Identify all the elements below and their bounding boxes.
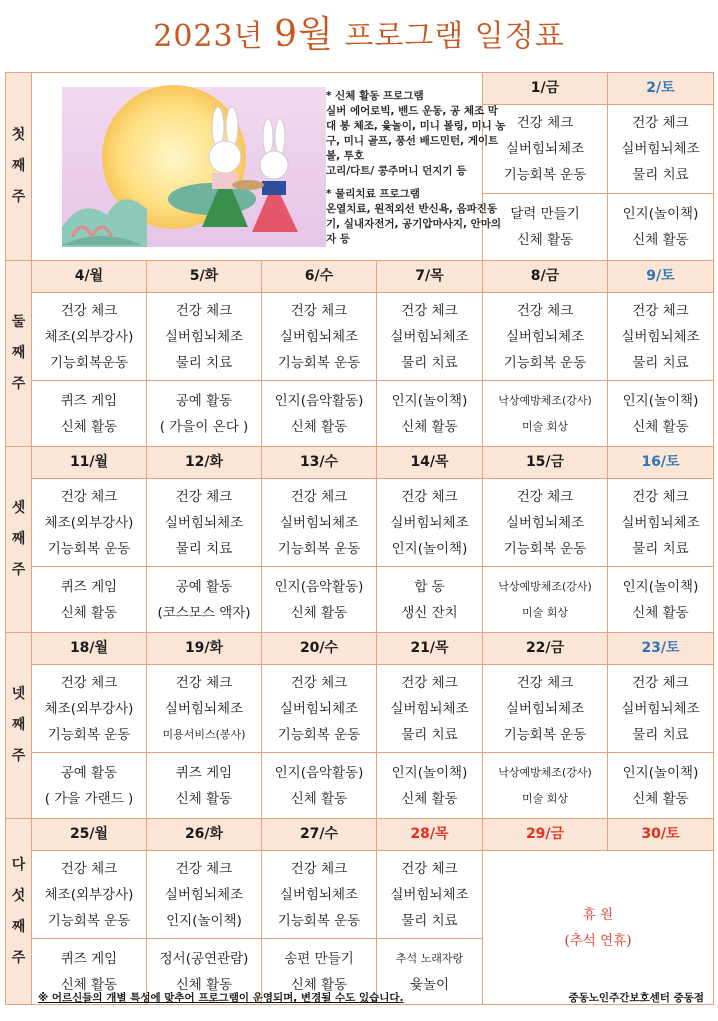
date-cell: 11/월 bbox=[32, 447, 147, 479]
week2-row-a bbox=[6, 293, 714, 381]
schedule-cell: 인지(놀이책) 신체 활동 bbox=[608, 567, 714, 633]
schedule-cell: 건강 체크 실버힘뇌체조 기능회복 운동 bbox=[262, 293, 377, 381]
week5-date-row bbox=[6, 819, 714, 851]
week5-row-a bbox=[6, 851, 714, 939]
date-cell: 28/목 bbox=[377, 819, 483, 851]
week3-row-a bbox=[6, 479, 714, 567]
date-cell: 4/월 bbox=[32, 261, 147, 293]
schedule-cell: 퀴즈 게임 신체 활동 bbox=[147, 753, 262, 819]
schedule-cell: 인지(놀이책) 신체 활동 bbox=[377, 753, 483, 819]
week-label: 둘 째 주 bbox=[6, 261, 32, 447]
physical-program-items: 실버 에어로빅, 밴드 운동, 공 체조 막대 봉 체조, 윷놀이, 미니 볼링, 미니 농구, 미니 골프, 풍선 배드민턴, 게이트볼, 투호 bbox=[326, 105, 506, 162]
schedule-cell: 낙상예방체조(강사) 미술 회상 bbox=[483, 753, 608, 819]
schedule-cell: 건강 체크 실버힘뇌체조 기능회복 운동 bbox=[483, 665, 608, 753]
schedule-cell: 인지(놀이책) 신체 활동 bbox=[608, 753, 714, 819]
date-cell: 5/화 bbox=[147, 261, 262, 293]
schedule-cell: 낙상예방체조(강사) 미술 회상 bbox=[483, 567, 608, 633]
date-cell: 14/목 bbox=[377, 447, 483, 479]
date-cell: 6/수 bbox=[262, 261, 377, 293]
footnote: ※ 어르신들의 개별 특성에 맞추어 프로그램이 운영되며, 변경될 수도 있습니다. bbox=[38, 992, 404, 1004]
schedule-cell: 건강 체크 실버힘뇌체조 물리 치료 bbox=[147, 293, 262, 381]
chuseok-holiday-label: (추석 연휴) bbox=[564, 932, 632, 949]
schedule-cell: 건강 체크 실버힘뇌체조 물리 치료 bbox=[608, 665, 714, 753]
week2-row-b bbox=[6, 381, 714, 447]
schedule-table bbox=[5, 72, 714, 1005]
schedule-cell: 건강 체크 체조(외부강사) 기능회복 운동 bbox=[32, 479, 147, 567]
date-cell: 21/목 bbox=[377, 633, 483, 665]
schedule-cell: 건강 체크 체조(외부강사) 기능회복 운동 bbox=[32, 665, 147, 753]
week-label: 넷 째 주 bbox=[6, 633, 32, 819]
schedule-cell: 정서(공연관람) 신체 활동 bbox=[147, 939, 262, 1005]
date-cell: 1/금 bbox=[483, 73, 608, 105]
week-label: 셋 째 주 bbox=[6, 447, 32, 633]
schedule-cell: 합 동 생신 잔치 bbox=[377, 567, 483, 633]
date-cell: 27/수 bbox=[262, 819, 377, 851]
schedule-cell: 건강 체크 실버힘뇌체조 기능회복 운동 bbox=[262, 851, 377, 939]
date-cell: 18/월 bbox=[32, 633, 147, 665]
schedule-cell: 건강 체크 실버힘뇌체조 기능회복 운동 bbox=[262, 479, 377, 567]
info-panel bbox=[32, 73, 506, 261]
date-cell: 22/금 bbox=[483, 633, 608, 665]
schedule-cell: 인지(놀이책) 신체 활동 bbox=[608, 194, 714, 261]
schedule-cell: 인지(음악활동) 신체 활동 bbox=[262, 753, 377, 819]
week-label: 다 섯 째 주 bbox=[6, 819, 32, 1005]
schedule-cell: 공예 활동 (코스모스 액자) bbox=[147, 567, 262, 633]
date-cell: 26/화 bbox=[147, 819, 262, 851]
schedule-cell: 건강 체크 실버힘뇌체조 기능회복 운동 bbox=[483, 293, 608, 381]
schedule-cell: 건강 체크 실버힘뇌체조 물리 치료 bbox=[377, 293, 483, 381]
date-cell: 30/토 bbox=[608, 819, 714, 851]
date-cell: 9/토 bbox=[608, 261, 714, 293]
program-notes bbox=[326, 89, 506, 247]
title-suffix: 프로그램 일정표 bbox=[333, 19, 565, 54]
date-cell: 23/토 bbox=[608, 633, 714, 665]
week4-date-row bbox=[6, 633, 714, 665]
date-cell: 25/월 bbox=[32, 819, 147, 851]
schedule-cell: 건강 체크 실버힘뇌체조 기능회복 운동 bbox=[262, 665, 377, 753]
week3-date-row bbox=[6, 447, 714, 479]
week4-row-b bbox=[6, 753, 714, 819]
schedule-cell: 퀴즈 게임 신체 활동 bbox=[32, 567, 147, 633]
holiday-closed-cell bbox=[483, 851, 714, 1005]
schedule-cell: 달력 만들기 신체 활동 bbox=[483, 194, 608, 261]
physical-program-extra: 고리/다트/ 콩주머니 던지기 등 bbox=[326, 165, 467, 177]
schedule-cell: 인지(놀이책) 신체 활동 bbox=[608, 381, 714, 447]
schedule-cell: 건강 체크 실버힘뇌체조 물리 치료 bbox=[608, 479, 714, 567]
date-cell: 7/목 bbox=[377, 261, 483, 293]
week-label: 첫 째 주 bbox=[6, 73, 32, 261]
date-cell: 16/토 bbox=[608, 447, 714, 479]
schedule-cell: 건강 체크 실버힘뇌체조 인지(놀이책) bbox=[147, 851, 262, 939]
schedule-cell: 인지(놀이책) 신체 활동 bbox=[377, 381, 483, 447]
schedule-cell: 건강 체크 실버힘뇌체조 기능회복 운동 bbox=[483, 479, 608, 567]
title-month: 9월 bbox=[274, 14, 334, 55]
schedule-cell: 건강 체크 체조(외부강사) 기능회복 운동 bbox=[32, 851, 147, 939]
physical-program-title: * 신체 활동 프로그램 bbox=[326, 90, 424, 102]
therapy-program-items: 온열치료, 원적외선 반신욕, 음파진동기, 실내자전거, 공기압마사지, 안마의자 등 bbox=[326, 203, 502, 245]
schedule-cell: 건강 체크 실버힘뇌체조 인지(놀이책) bbox=[377, 479, 483, 567]
schedule-cell: 낙상예방체조(강사) 미술 회상 bbox=[483, 381, 608, 447]
week2-date-row bbox=[6, 261, 714, 293]
center-name: 중동노인주간보호센터 중동점 bbox=[568, 992, 704, 1004]
schedule-cell: 건강 체크 체조(외부강사) 기능회복운동 bbox=[32, 293, 147, 381]
schedule-cell: 건강 체크 실버힘뇌체조 물리 치료 bbox=[377, 665, 483, 753]
title-year: 2023년 bbox=[153, 19, 264, 54]
date-cell: 2/토 bbox=[608, 73, 714, 105]
chuseok-rabbits-illustration bbox=[62, 87, 326, 247]
schedule-cell: 건강 체크 실버힘뇌체조 물리 치료 bbox=[608, 293, 714, 381]
date-cell: 13/수 bbox=[262, 447, 377, 479]
schedule-cell: 인지(음악활동) 신체 활동 bbox=[262, 381, 377, 447]
schedule-cell: 퀴즈 게임 신체 활동 bbox=[32, 381, 147, 447]
schedule-cell: 건강 체크 실버힘뇌체조 미용서비스(봉사) bbox=[147, 665, 262, 753]
therapy-program-title: * 물리치료 프로그램 bbox=[326, 188, 420, 200]
week4-row-a bbox=[6, 665, 714, 753]
schedule-cell: 건강 체크 실버힘뇌체조 물리 치료 bbox=[147, 479, 262, 567]
schedule-cell: 송편 만들기 신체 활동 bbox=[262, 939, 377, 1005]
week3-row-b bbox=[6, 567, 714, 633]
schedule-cell: 인지(음악활동) 신체 활동 bbox=[262, 567, 377, 633]
date-cell: 15/금 bbox=[483, 447, 608, 479]
week1-date-row bbox=[6, 73, 714, 105]
date-cell: 20/수 bbox=[262, 633, 377, 665]
schedule-cell: 공예 활동 ( 가을 가랜드 ) bbox=[32, 753, 147, 819]
schedule-cell: 건강 체크 실버힘뇌체조 물리 치료 bbox=[377, 851, 483, 939]
schedule-cell: 퀴즈 게임 신체 활동 bbox=[32, 939, 147, 1005]
date-cell: 8/금 bbox=[483, 261, 608, 293]
date-cell: 12/화 bbox=[147, 447, 262, 479]
closed-label: 휴 원 bbox=[582, 906, 614, 923]
schedule-cell: 추석 노래자랑 윷놀이 bbox=[377, 939, 483, 1005]
schedule-cell: 건강 체크 실버힘뇌체조 물리 치료 bbox=[608, 105, 714, 194]
date-cell: 19/화 bbox=[147, 633, 262, 665]
schedule-cell: 건강 체크 실버힘뇌체조 기능회복 운동 bbox=[483, 105, 608, 194]
date-cell: 29/금 bbox=[483, 819, 608, 851]
schedule-cell: 공예 활동 ( 가을이 온다 ) bbox=[147, 381, 262, 447]
page-title bbox=[0, 6, 718, 57]
